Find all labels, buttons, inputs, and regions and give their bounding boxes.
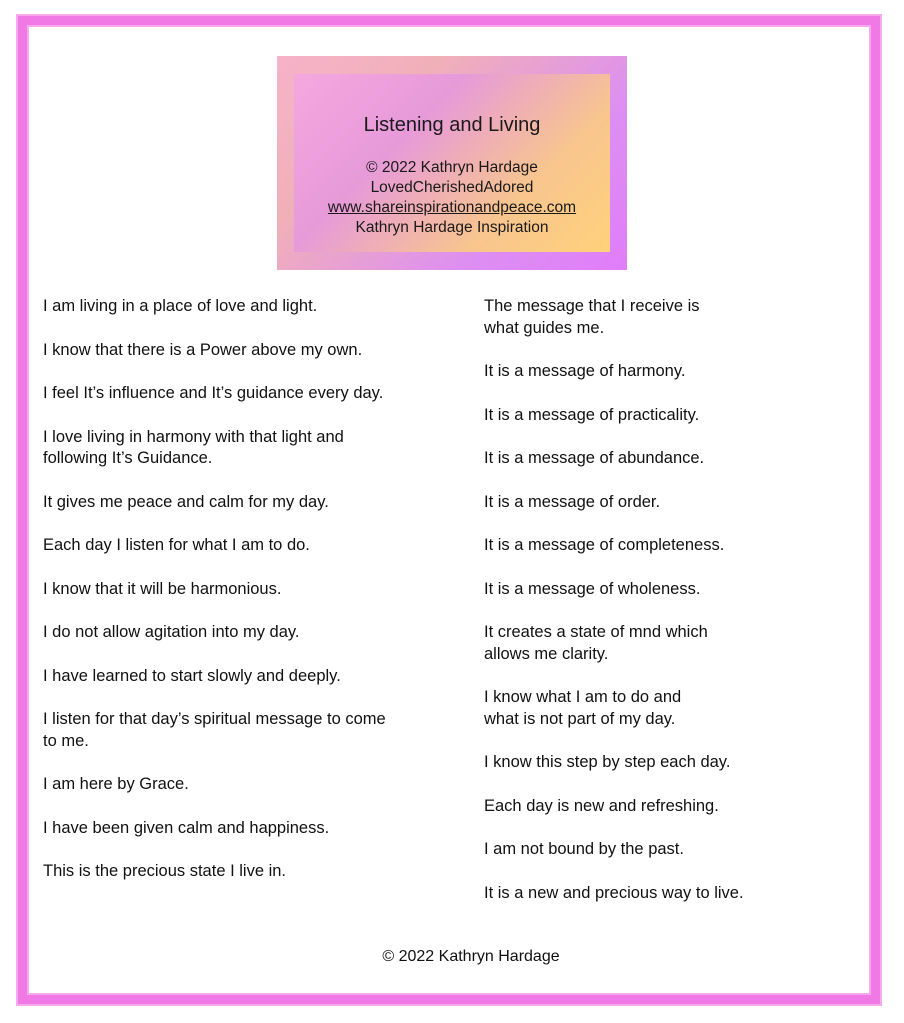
title-card-inner <box>294 74 610 252</box>
poem-line: I listen for that day’s spiritual message to come to me. <box>43 710 386 750</box>
poem-line <box>484 796 844 818</box>
poem-line-part: It creates a state of mnd which <box>484 623 708 641</box>
poem-line: Each day I listen for what I am to do. <box>43 536 310 554</box>
card-tagline: LovedCherishedAdored <box>370 179 534 196</box>
poem-line <box>484 361 844 383</box>
right-column <box>484 296 844 926</box>
title-card <box>277 56 627 270</box>
poem-line-part: I know what I am to do and <box>484 688 682 706</box>
poem-line: I love living in harmony with that light and following It’s Guidance. <box>43 427 344 467</box>
poem-line: I have learned to start slowly and deeply. <box>43 666 341 685</box>
poem-line: I know that it will be harmonious. <box>43 579 282 598</box>
poem-line-part: The message that I receive is <box>484 297 700 315</box>
poem-line: I know that there is a Power above my own. <box>43 340 363 359</box>
poem-line-part: It is a message of wholeness. <box>484 579 701 598</box>
poem-line-part: It is a message of practicality. <box>484 405 700 424</box>
poem-line <box>484 752 844 774</box>
poem-line: This is the precious state I live in. <box>43 862 287 880</box>
poem-line <box>484 622 844 665</box>
poem-line-part: I am not bound by the past. <box>484 840 684 858</box>
poem-line <box>484 448 844 470</box>
poem-line-part: It is a new and precious way to live. <box>484 883 744 902</box>
poem-line <box>484 492 844 514</box>
poem-line: I am living in a place of love and light. <box>43 297 318 315</box>
poem-line: It gives me peace and calm for my day. <box>43 492 329 511</box>
poem-line <box>484 405 844 427</box>
website-link[interactable]: www.shareinspirationandpeace.com <box>327 199 577 216</box>
poem-line-part: It is a message of order. <box>484 492 661 511</box>
poem-line <box>484 883 844 905</box>
poem-line: I feel It’s influence and It’s guidance every day. <box>43 384 384 402</box>
poem-line-part: what is not part of my day. <box>484 709 676 728</box>
poem-line <box>484 839 844 861</box>
poem-title: Listening and Living <box>363 114 541 136</box>
poem-line-part: It is a message of completeness. <box>484 536 725 554</box>
poem-line-part: It is a message of abundance. <box>484 449 705 467</box>
poem-line-part: Each day is new and refreshing. <box>484 796 719 815</box>
card-copyright: © 2022 Kathryn Hardage <box>366 159 538 176</box>
poem-line-part: what guides me. <box>484 318 605 337</box>
poem-line: I have been given calm and happiness. <box>43 818 330 837</box>
poem-line <box>484 535 844 557</box>
card-credits <box>294 158 610 238</box>
card-brand: Kathryn Hardage Inspiration <box>355 219 549 236</box>
poem-line <box>484 296 844 339</box>
poem-line-part: allows me clarity. <box>484 644 609 663</box>
poem-line: I do not allow agitation into my day. <box>43 623 300 641</box>
footer <box>0 948 904 966</box>
poem-line <box>484 579 844 601</box>
poem-line-part: It is a message of harmony. <box>484 362 686 380</box>
poem-line: I am here by Grace. <box>43 775 189 793</box>
poem-line-part: I know this step by step each day. <box>484 753 731 771</box>
footer-copyright: © 2022 Kathryn Hardage <box>382 948 560 965</box>
poem-line <box>484 687 844 730</box>
left-column <box>43 296 448 905</box>
